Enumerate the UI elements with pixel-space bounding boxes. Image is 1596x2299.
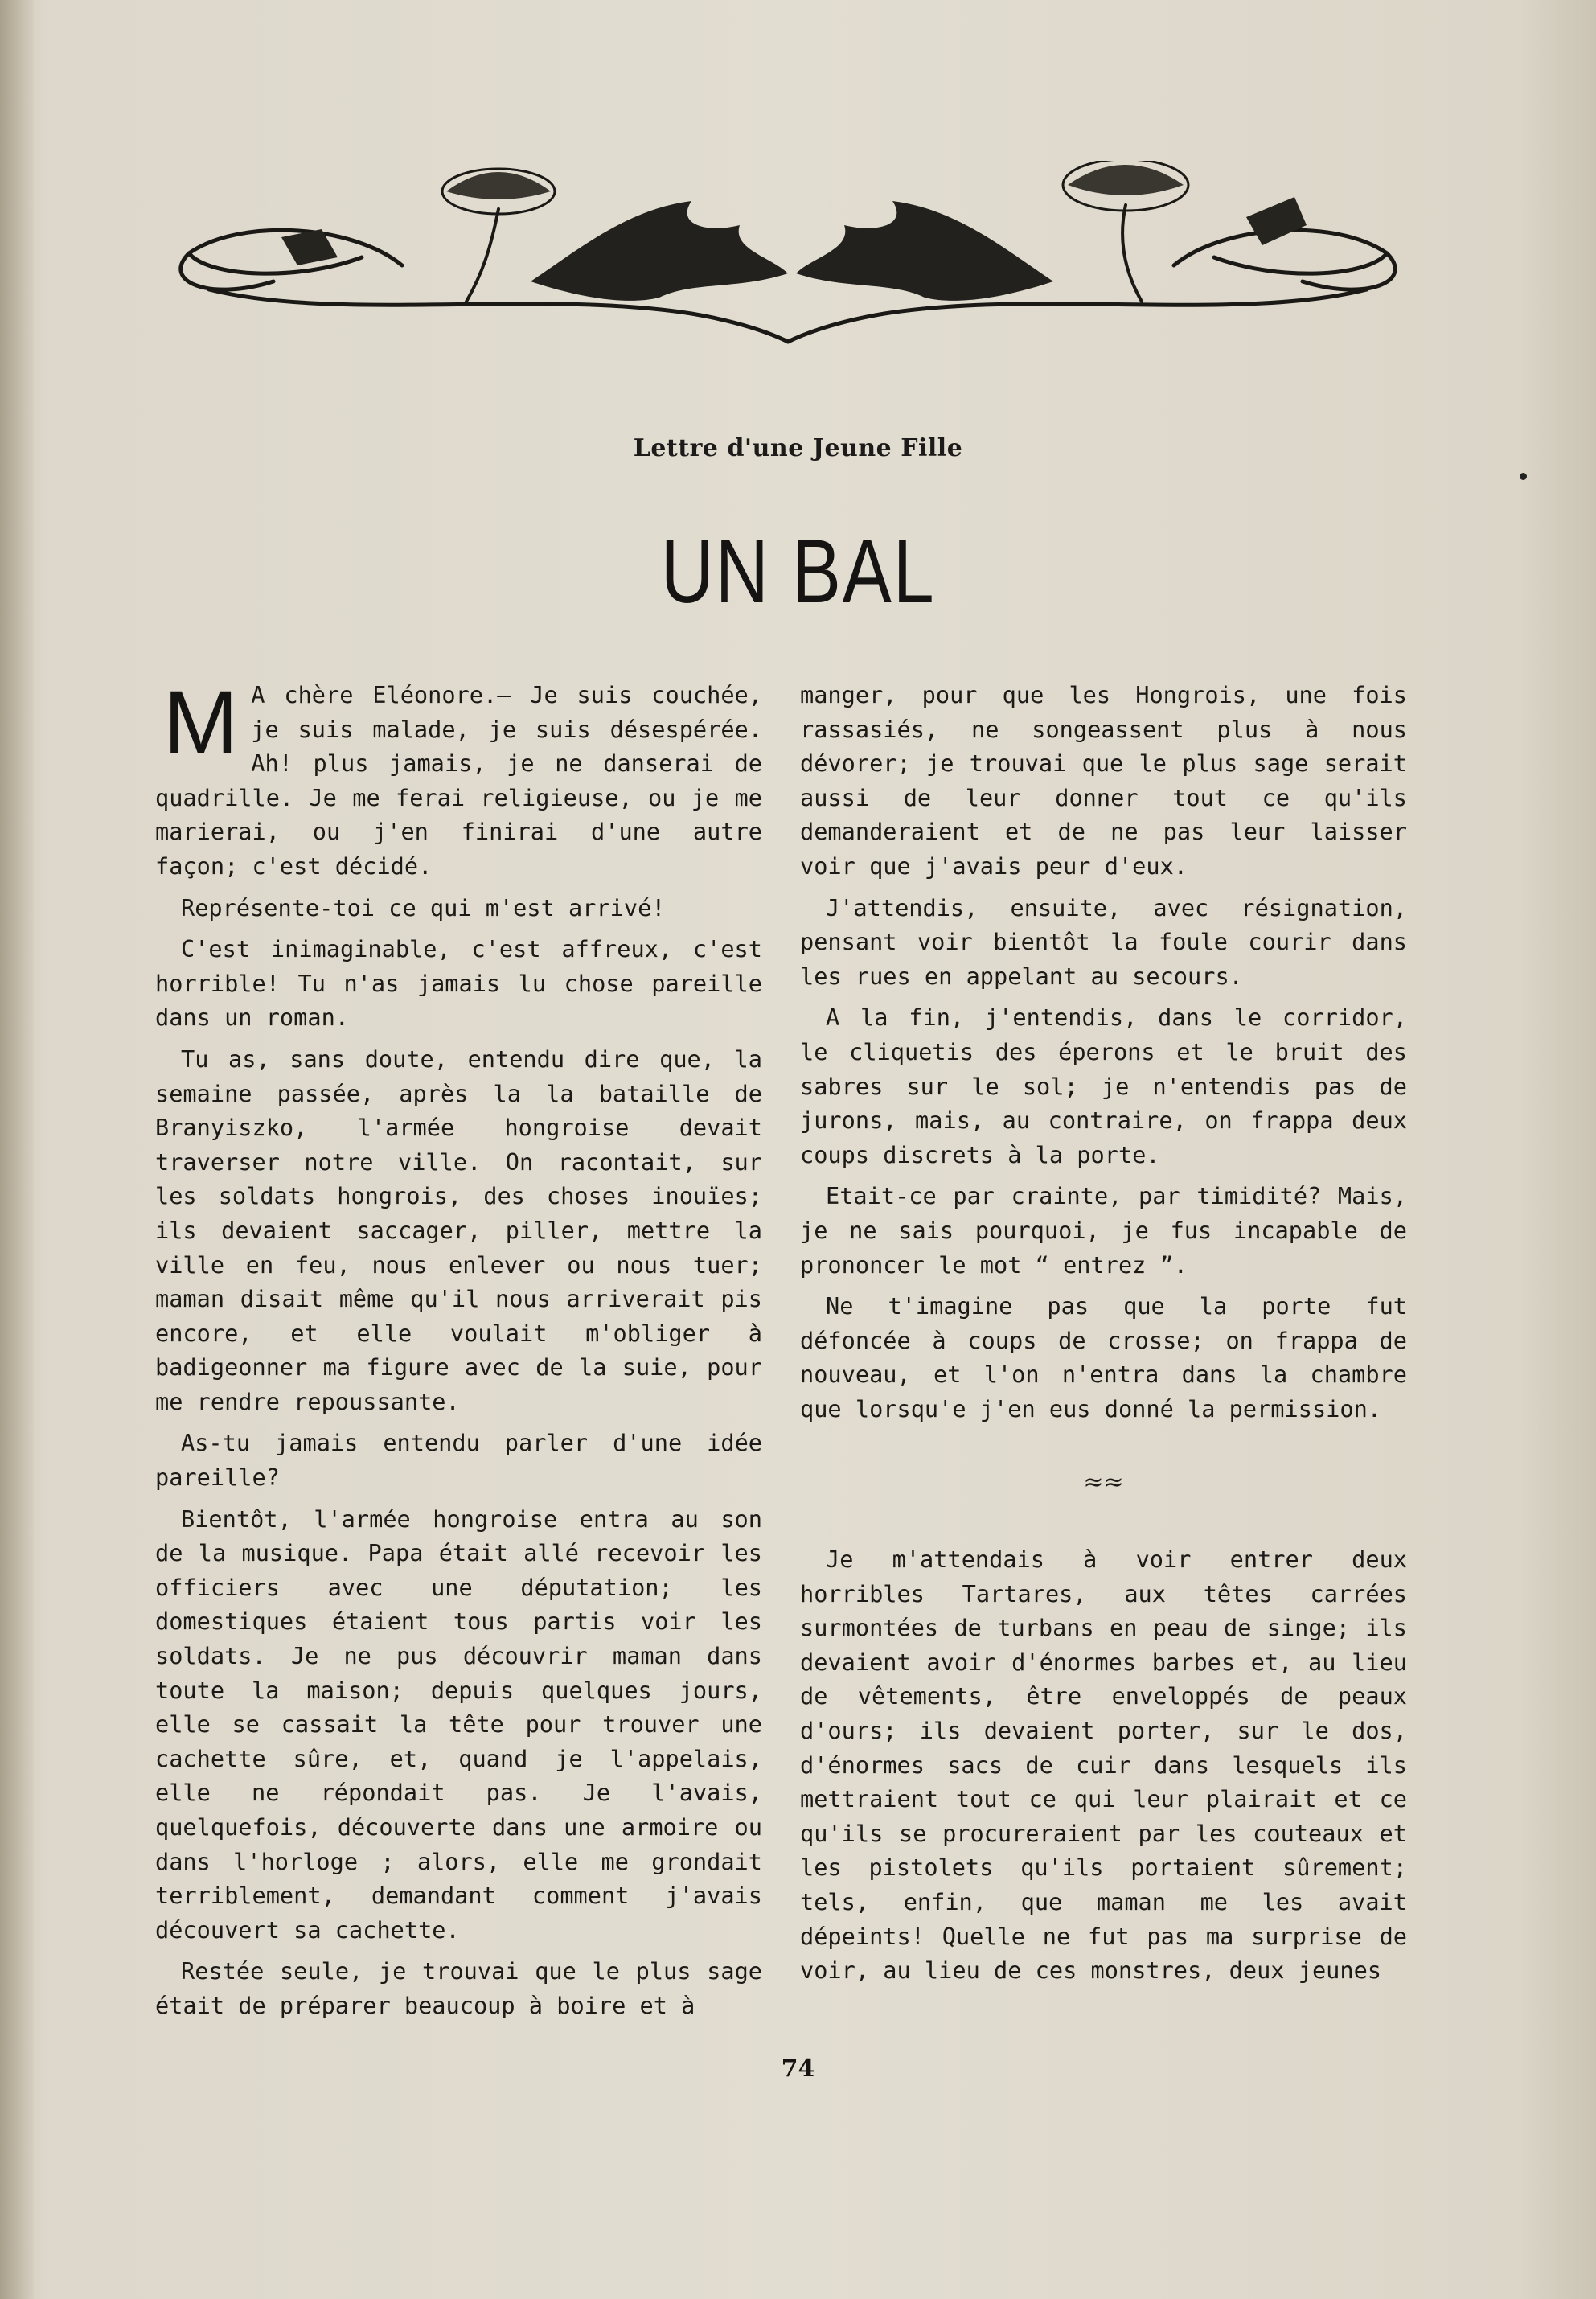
dandelion-ornament [177,161,1399,354]
paragraph: manger, pour que les Hongrois, une fois rassasiés, ne songeassent plus à nous dévorer; je trouvai que le plus sage serait aussi de leur donner tout ce qu'ils demanderaient et de ne pas leur laisser voir que j'avais peur d'eux. [800,681,1407,880]
paragraph-text: A chère Eléonore.— Je suis couchée, je suis malade, je suis désespérée. Ah! plus jamais, je ne danserai de quadrille. Je me ferai religieuse, ou je me marierai, ou j'en finirai d'une autre façon; c'est décidé. [155,681,762,880]
paragraph: Représente-toi ce qui m'est arrivé! [181,893,666,922]
paragraph: Je m'attendais à voir entrer deux horribles Tartares, aux têtes carrées surmontées de turbans en peau de singe; ils devaient avoir d'énormes barbes et, au lieu de vêtements, être enveloppés de peaux d'ours; ils devaient porter, sur le dos, d'énormes sacs de cuir dans lesquels ils mettraient tout ce qui leur plairait et ce qu'ils se procureraient par les couteaux et les pistolets qu'ils portaient sûrement; tels, enfin, que maman me les avait dépeints! Quelle ne fut pas ma surprise de voir, au lieu de ces monstres, deux jeunes [800,1546,1407,1985]
paragraph: Etait-ce par crainte, par timidité? Mais, je ne sais pourquoi, je fus incapable de prononcer le mot “ entrez ”. [800,1182,1407,1279]
paragraph: J'attendis, ensuite, avec résignation, pensant voir bientôt la foule courir dans les rues en appelant au secours. [800,893,1407,990]
left-flower-head [442,169,555,214]
paragraph: Ne t'imagine pas que la porte fut défoncée à coups de crosse; on frappa de nouveau, et l'on n'entra dans la chambre que lorsqu'e j'en eus donné la permission. [800,1292,1407,1423]
page-spine [0,0,34,2299]
drop-cap: M [163,672,239,773]
right-column [800,678,1407,1995]
paragraph: Bientôt, l'armée hongroise entra au son de la musique. Papa était allé recevoir les officiers avec une députation; les domestiques étaient tous partis voir les soldats. Je ne pus découvrir maman dans toute la maison; depuis quelques jours, elle se cassait la tête pour trouver une cachette sûre, et, quand je l'appelais, elle ne répondait pas. Je l'avais, quelquefois, découverte dans une armoire ou dans l'horloge ; alors, elle me grondait terriblement, demandant comment j'avais découvert sa cachette. [155,1505,762,1944]
paragraph: Tu as, sans doute, entendu dire que, la semaine passée, après la la bataille de Branyiszko, l'armée hongroise devait traverser notre ville. On racontait, sur les soldats hongrois, des choses inouïes; ils devaient saccager, piller, mettre la ville en feu, nous enlever ou nous tuer; maman disait même qu'il nous arriverait pis encore, et elle voulait m'obliger à badigeonner ma figure avec de la suie, pour me rendre repoussante. [155,1045,762,1415]
right-flower-head [1063,161,1188,211]
paragraph: A la fin, j'entendis, dans le corridor, le cliquetis des éperons et le bruit des sabres sur le sol; je n'entendis pas de jurons, mais, au contraire, on frappa deux coups discrets à la porte. [800,1004,1407,1168]
left-column [155,672,762,2030]
paragraph: C'est inimaginable, c'est affreux, c'est horrible! Tu n'as jamais lu chose pareille dans un roman. [155,935,762,1032]
paragraph: Restée seule, je trouvai que le plus sage était de préparer beaucoup à boire et à [155,1957,762,2019]
right-leaf [796,201,1053,301]
left-leaf [531,201,788,301]
page-number: 74 [781,2055,815,2083]
paragraph: As-tu jamais entendu parler d'une idée pareille? [155,1429,762,1492]
paragraph [155,672,762,884]
ink-speck [1520,473,1527,480]
section-separator: ≈≈ [1083,1468,1124,1497]
article-title: UN BAL [660,521,936,622]
article-kicker: Lettre d'une Jeune Fille [633,434,963,462]
